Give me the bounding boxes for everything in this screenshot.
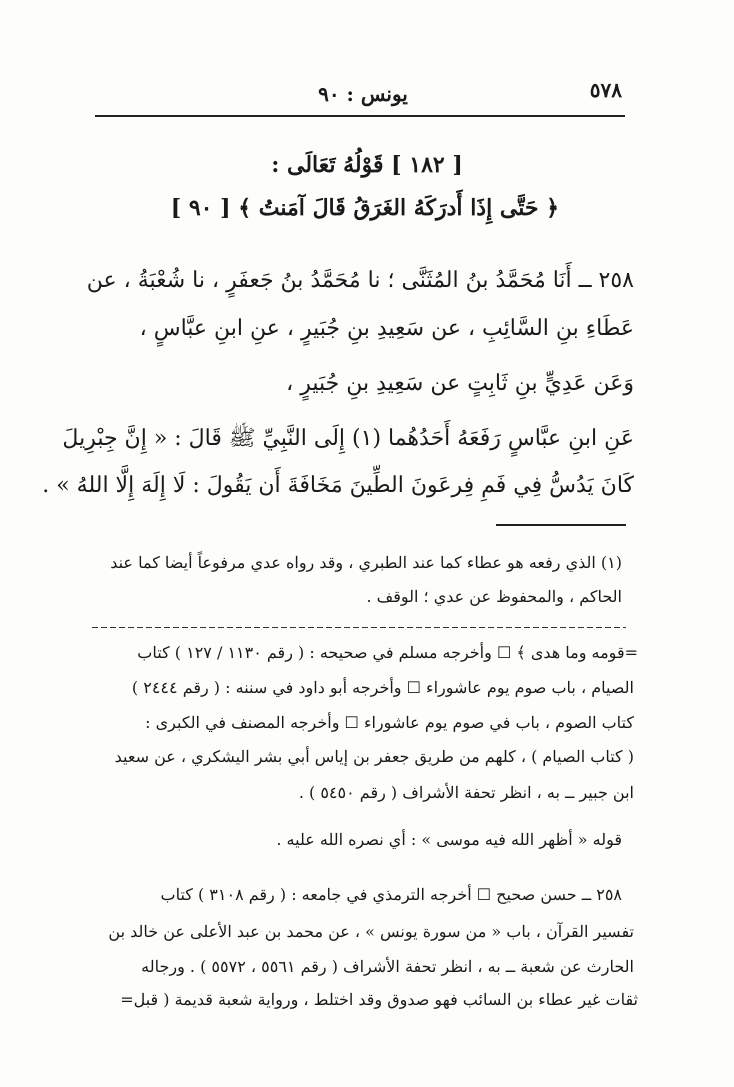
quran-verse: ﴿ حَتَّى إِذَا أَدرَكَهُ الغَرَقُ قَالَ آمَنتُ ﴾ [ ٩٠ ] [170, 195, 559, 221]
footnote-line: الحاكم ، والمحفوظ عن عدي ؛ الوقف . [366, 587, 622, 606]
commentary-line: الحارث عن شعبة ــ به ، انظر تحفة الأشراف ( رقم ٥٥٦١ ، ٥٥٧٢ ) . ورجاله [141, 957, 634, 976]
commentary-line: قوله « أظهر الله فيه موسى » : أي نصره الله عليه . [276, 830, 622, 849]
commentary-line: ثقات غير عطاء بن السائب فهو صدوق وقد اختلط ، ورواية شعبة قديمة ( قبل= [120, 990, 638, 1009]
footnote-separator [496, 524, 626, 526]
commentary-line: الصيام ، باب صوم يوم عاشوراء ☐ وأخرجه أبو داود في سننه : ( رقم ٢٤٤٤ ) [131, 678, 634, 697]
header-rule [95, 115, 625, 117]
hadith-line: عَنِ ابنِ عبَّاسٍ رَفَعَهُ أَحَدُهُما (١) إِلَى النَّبِيِّ ﷺ قَالَ : « إِنَّ جِبْرِيلَ [62, 426, 634, 451]
section-heading: [ ١٨٢ ] قَوْلُهُ تَعَالَى : [271, 152, 463, 178]
commentary-line: =قومه وما هدى ﴾ ☐ وأخرجه مسلم في صحيحه : ( رقم ١١٣٠ / ١٢٧ ) كتاب [137, 643, 638, 662]
footnote-line: (١) الذي رفعه هو عطاء كما عند الطبري ، وقد رواه عدي مرفوعاً أيضا كما عند [110, 553, 622, 572]
hadith-line: وَعَن عَدِيٍّ بنِ ثَابِتٍ عن سَعِيدِ بنِ جُبَيرٍ ، [286, 371, 634, 396]
commentary-line: كتاب الصوم ، باب في صوم يوم عاشوراء ☐ وأخرجه المصنف في الكبرى : [145, 713, 634, 732]
hadith-line: عَطَاءِ بنِ السَّائِبِ ، عن سَعِيدِ بنِ جُبَيرٍ ، عنِ ابنِ عبَّاسٍ ، [139, 316, 634, 341]
page-number: ٥٧٨ [589, 78, 622, 102]
commentary-line: تفسير القرآن ، باب « من سورة يونس » ، عن محمد بن عبد الأعلى عن خالد بن [108, 922, 634, 941]
commentary-line: ( كتاب الصيام ) ، كلهم من طريق جعفر بن إياس أبي بشر اليشكري ، عن سعيد [114, 747, 634, 766]
hadith-line: كَانَ يَدُسُّ فِي فَمِ فِرعَونَ الطِّينَ مَخَافَةَ أَن يَقُولَ : لَا إِلَهَ إِلَّا اللهُ » . [42, 473, 634, 498]
running-header [0, 82, 734, 106]
commentary-line: ٢٥٨ ــ حسن صحيح ☐ أخرجه الترمذي في جامعه : ( رقم ٣١٠٨ ) كتاب [160, 885, 622, 904]
hadith-line: ٢٥٨ ــ أَنَا مُحَمَّدُ بنُ المُثَنَّى ؛ نا مُحَمَّدُ بنُ جَعفَرٍ ، نا شُعْبَةُ ، عن [86, 268, 634, 293]
running-header-text: يونس : ٩٠ [318, 82, 408, 106]
commentary-line: ابن جبير ــ به ، انظر تحفة الأشراف ( رقم ٥٤٥٠ ) . [298, 783, 634, 802]
commentary-separator [92, 627, 626, 628]
